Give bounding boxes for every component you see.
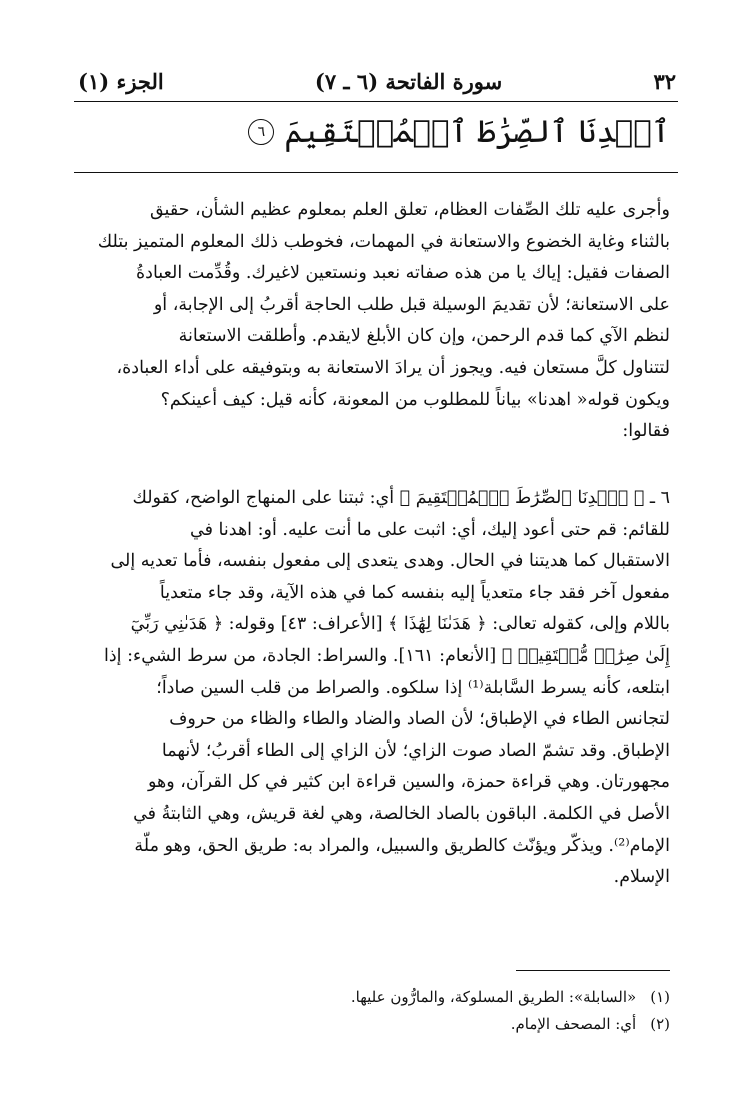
page-number: ٣٢: [653, 68, 676, 94]
footnote-number: (١): [650, 988, 670, 1006]
commentary-paragraph-1: [78, 195, 670, 448]
text-line: لتتناول كلَّ مستعان فيه. ويجوز أن يرادَ الاستعانة به وبتوفيقه على أداء العبادة،: [116, 357, 670, 378]
text-line: فقالوا:: [622, 421, 670, 442]
verse-heading-text: ٱهۡدِنَا ٱلصِّرَٰطَ ٱلۡمُسۡتَقِيمَ: [284, 114, 670, 150]
text-line: الإسلام.: [613, 867, 670, 888]
text-line: الاستقبال كما هديتنا في الحال. وهدى يتعدى إلى مفعول بنفسه، فأما تعديه إلى: [110, 551, 670, 572]
text-line: مفعول آخر فقد جاء متعدياً إليه بنفسه كما في هذه الآية، وقد جاء متعدياً: [159, 582, 670, 603]
header-divider: [74, 101, 678, 102]
text-line: باللام وإلى، كقوله تعالى: ﴿ هَدَىٰنَا لِهَٰذَا ﴾ [الأعراف: ٤٣] وقوله: ﴿ هَدَىٰنِي رَبِّيٓ: [130, 614, 670, 635]
text-line: الأصل في الكلمة. الباقون بالصاد الخالصة، وهي لغة قريش، وهي الثابتةُ في: [133, 803, 670, 824]
surah-title: سورة الفاتحة (٦ ـ ٧): [314, 68, 503, 94]
page-header: [78, 64, 676, 98]
juz-label: الجزء (١): [78, 68, 164, 94]
text-line: ٦ ـ ﴿ ٱهۡدِنَا ٱلصِّرَٰطَ ٱلۡمُسۡتَقِيمَ ﴾ أي: ثبتنا على المنهاج الواضح، كقولك: [132, 488, 670, 508]
text-line: بالثناء وغاية الخضوع والاستعانة في المهمات، فخوطب ذلك المعلوم المتميز بتلك: [97, 231, 670, 252]
footnotes: [100, 984, 670, 1038]
footnote-2: [100, 1011, 670, 1038]
verse-heading: [248, 104, 670, 160]
text-line: للقائم: قم حتى أعود إليك، أي: اثبت على ما أنت عليه. أو: اهدنا في: [190, 519, 670, 540]
heading-divider: [74, 172, 678, 173]
text-line: ابتلعه، كأنه يسرط السَّابلة⁽¹⁾ إذا سلكوه. والصراط من قلب السين صاداً؛: [156, 677, 670, 698]
footnote-1: [100, 984, 670, 1011]
text-line: الإطباق. وقد تشمّ الصاد صوت الزاي؛ لأن الزاي إلى الطاء أقربُ؛ لأنهما: [161, 740, 670, 761]
footnote-text: «السابلة»: الطريق المسلوكة، والمارُّون عليها.: [350, 988, 637, 1006]
text-line: إِلَىٰ صِرَٰطٖ مُّسۡتَقِيمٖ ﴾ [الأنعام: ١٦١]. والسراط: الجادة، من سرط الشيء: إذا: [104, 645, 670, 666]
text-line: الإمام⁽²⁾. ويذكّر ويؤنّث كالطريق والسبيل، والمراد به: طريق الحق، وهو ملّة: [134, 835, 670, 856]
text-line: الصفات فقيل: إياك يا من هذه صفاته نعبد ونستعين لاغيرك. وقُدِّمت العبادةُ: [136, 263, 670, 284]
commentary-paragraph-2: [78, 483, 670, 894]
text-line: لنظم الآي كما قدم الرحمن، وإن كان الأبلغ لايقدم. وأطلقت الاستعانة: [178, 326, 670, 347]
verse-number-badge: ٦: [248, 119, 274, 145]
text-line: مجهورتان. وهي قراءة حمزة، والسين قراءة ابن كثير في كل القرآن، وهو: [147, 772, 670, 793]
text-line: لتجانس الطاء في الإطباق؛ لأن الصاد والضاد والطاء والظاء من حروف: [169, 709, 670, 730]
footnote-divider: [516, 970, 670, 971]
text-line: ويكون قوله« اهدنا» بياناً للمطلوب من المعونة، كأنه قيل: كيف أعينكم؟: [160, 389, 670, 410]
text-line: على الاستعانة؛ لأن تقديمَ الوسيلة قبل طلب الحاجة أقربُ إلى الإجابة، أو: [153, 294, 670, 315]
footnote-text: أي: المصحف الإمام.: [510, 1015, 637, 1033]
text-line: وأجرى عليه تلك الصِّفات العظام، تعلق العلم بمعلوم عظيم الشأن، حقيق: [149, 200, 670, 220]
footnote-number: (٢): [650, 1015, 670, 1033]
